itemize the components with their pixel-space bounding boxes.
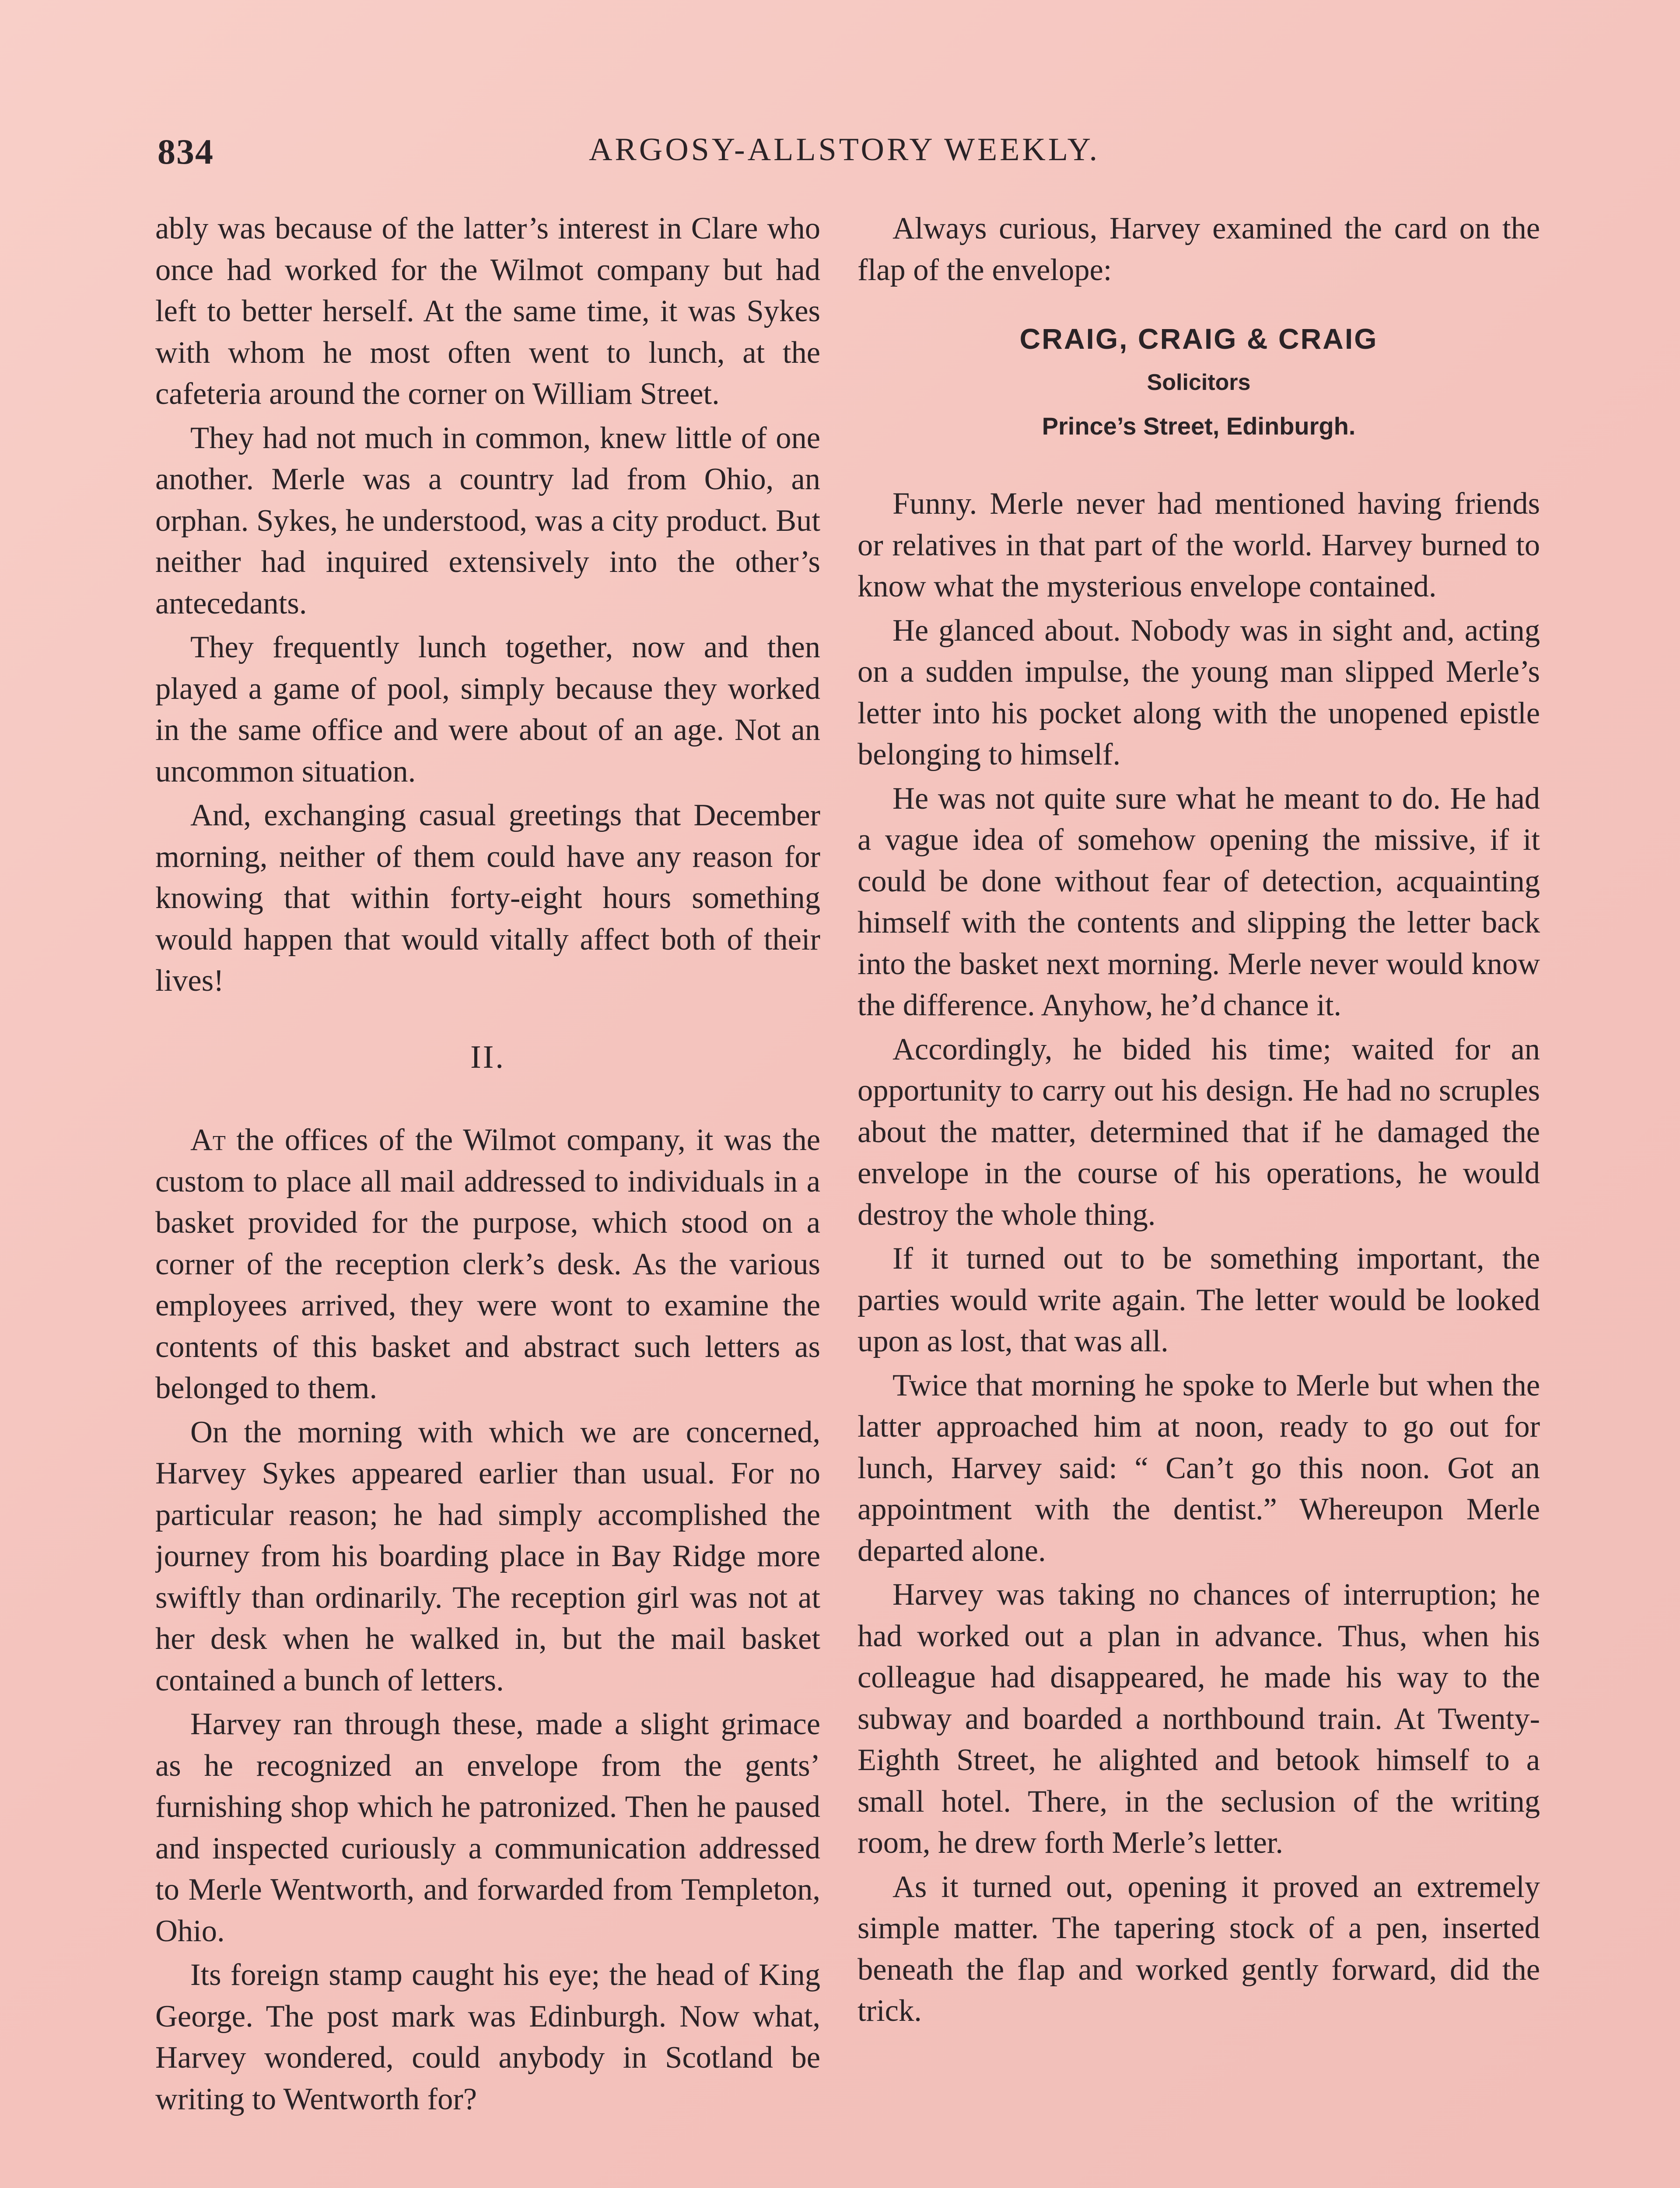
paragraph: Accordingly, he bided his time; waited for an opportunity to carry out his design. He had no scruples about the matter, determined that if he damaged the envelope in the course of his operations, he would destroy the whole thing. — [858, 1032, 1540, 1232]
paragraph: Harvey was taking no chances of interruption; he had worked out a plan in advance. Thus, when his colleague had disappeared, he made his way to the subway and boarded a northbound train. At Twenty-Eighth Street, he alighted and betook himself to a small hotel. There, in the seclusion of the writing room, he drew forth Merle’s letter. — [858, 1578, 1540, 1860]
running-head: ARGOSY-ALLSTORY WEEKLY. — [588, 132, 1100, 168]
paragraph: ably was because of the latter’s interest in Clare who once had worked for the Wilmot company but had left to better herself. At the same time, it was Sykes with whom he most often went to lunch, at the cafeteria around the corner on William Street. — [155, 211, 820, 411]
left-column — [155, 208, 820, 2188]
paragraph: They frequently lunch together, now and then played a game of pool, simply because they worked in the same office and were about of an age. Not an uncommon situation. — [155, 630, 820, 789]
section-heading: II. — [470, 1039, 505, 1075]
card-role: Solicitors — [1147, 370, 1251, 395]
paragraph: Its foreign stamp caught his eye; the head of King George. The post mark was Edinburgh. Now what, Harvey wondered, could anybody in Scotland be writing to Wentworth for? — [155, 1958, 820, 2116]
paragraph: He was not quite sure what he meant to do. He had a vague idea of somehow opening the missive, if it could be done without fear of detection, acquainting himself with the contents and slipping the letter back into the basket next morning. Merle never would know the difference. Anyhow, he’d chance it. — [858, 781, 1540, 1022]
card-firm-name: CRAIG, CRAIG & CRAIG — [1019, 323, 1378, 355]
drop-word: At — [190, 1123, 226, 1157]
business-card — [858, 317, 1540, 448]
paragraph: And, exchanging casual greetings that December morning, neither of them could have any reason for knowing that within forty-eight hours something would happen that would vitally affect both of their lives! — [155, 798, 820, 998]
paragraph: If it turned out to be something important, the parties would write again. The letter would be looked upon as lost, that was all. — [858, 1241, 1540, 1358]
card-address: Prince’s Street, Edinburgh. — [1042, 412, 1356, 440]
paragraph: On the morning with which we are concerned, Harvey Sykes appeared earlier than usual. For no particular reason; he had simply accomplished the journey from his boarding place in Bay Ridge more swiftly than ordinarily. The reception girl was not at her desk when he walked in, but the mail basket contained a bunch of letters. — [155, 1415, 820, 1697]
page-number: 834 — [158, 132, 214, 172]
paragraph: Funny. Merle never had mentioned having friends or relatives in that part of the world. Harvey burned to know what the mysterious envelope contained. — [858, 487, 1540, 603]
paragraph: They had not much in common, knew little of one another. Merle was a country lad from Ohio, an orphan. Sykes, he understood, was a city product. But neither had inquired extensively into the other’s antecedants. — [155, 421, 820, 621]
paragraph: Always curious, Harvey examined the card on the flap of the envelope: — [858, 211, 1540, 287]
paragraph: Harvey ran through these, made a slight grimace as he recognized an envelope from the gents’ furnishing shop which he patronized. Then he paused and inspected curiously a communication addressed to Merle Wentworth, and forwarded from Templeton, Ohio. — [155, 1707, 820, 1948]
paragraph: As it turned out, opening it proved an extremely simple matter. The tapering stock of a pen, inserted beneath the flap and worked gently forward, did the trick. — [858, 1869, 1540, 2028]
page-header — [158, 131, 1531, 179]
paragraph: Twice that morning he spoke to Merle but when the latter approached him at noon, ready to go out for lunch, Harvey said: “ Can’t go this noon. Got an appointment with the dentist.” Whereupon Merle departed alone. — [858, 1368, 1540, 1568]
right-column — [858, 208, 1540, 2188]
paragraph-text: the offices of the Wilmot company, it was the custom to place all mail addressed to individuals in a basket provided for the purpose, which stood on a corner of the reception clerk’s desk. As the various employees arrived, they were wont to examine the contents of this basket and abstract such letters as belonged to them. — [155, 1123, 820, 1405]
paragraph: He glanced about. Nobody was in sight and, acting on a sudden impulse, the young man slipped Merle’s letter into his pocket along with the unopened epistle belonging to himself. — [858, 613, 1540, 771]
paragraph — [155, 1119, 820, 1409]
